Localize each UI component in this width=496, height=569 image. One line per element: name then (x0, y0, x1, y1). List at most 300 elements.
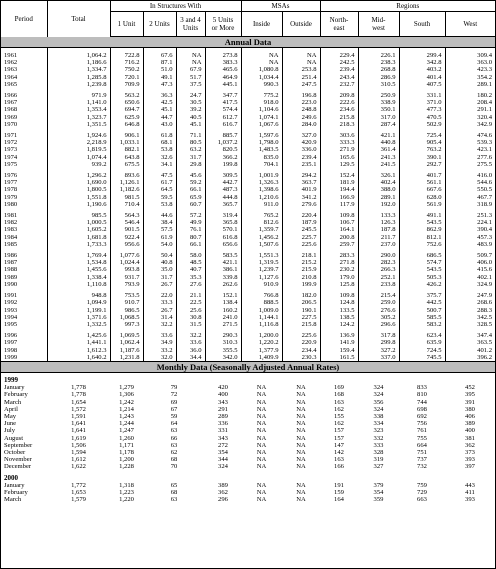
cell-northeast: 165.6 (320, 154, 358, 161)
cell-inside: NA (256, 488, 267, 496)
cell-total: 1,551.8 (47, 194, 110, 201)
cell-one-unit: 1,077.6 (110, 252, 143, 259)
cell-west: 411 (465, 488, 475, 496)
cell-south: 470.5 (399, 114, 445, 121)
cell-inside: 1,483.5 (241, 146, 282, 153)
cell-two-units: 34.9 (143, 339, 176, 346)
cell-three-four-units: 30.5 (176, 99, 205, 106)
cell-one-unit: 993.8 (110, 266, 143, 273)
cell-three-four-units: 39.2 (176, 106, 205, 113)
cell-two-units: 61.7 (143, 179, 176, 186)
cell-west: 396.2 (445, 354, 495, 361)
cell-one-unit: 1,228 (119, 463, 134, 471)
cell-west: 180.2 (445, 92, 495, 99)
cell-total: 1,353.4 (47, 106, 110, 113)
cell-five-or-more: 583.5 (205, 252, 241, 259)
cell-total: 939.2 (47, 161, 110, 168)
cell-south: 623.4 (399, 332, 445, 339)
cell-south: 732 (417, 463, 427, 471)
cell-midwest: 252.1 (358, 274, 399, 281)
cell-inside: 1,220.2 (241, 339, 282, 346)
cell-three-four-units: 63.2 (176, 146, 205, 153)
cell-midwest: 388.0 (358, 186, 399, 193)
cell-south: 833 (417, 384, 427, 392)
cell-five-or-more: 160.2 (205, 307, 241, 314)
cell-two-plus-units: 62 (170, 448, 178, 456)
cell-total: 1,690.0 (47, 179, 110, 186)
cell-one-unit: 722.8 (110, 52, 143, 59)
header-total: Total (47, 1, 110, 37)
cell-west: 247.9 (445, 292, 495, 299)
table-row (1, 194, 495, 201)
cell-inside: 1,210.6 (241, 194, 282, 201)
cell-northeast: 179.0 (320, 274, 358, 281)
cell-total: 1,425.6 (47, 332, 110, 339)
cell-one-unit: 1,247 (119, 427, 134, 435)
cell-total: 1,640.2 (47, 354, 110, 361)
cell-northeast: 109.8 (320, 292, 358, 299)
cell-five-or-more: 342.0 (205, 354, 241, 361)
cell-inside: 766.8 (241, 292, 282, 299)
cell-five-or-more: 347.7 (205, 92, 241, 99)
cell-five-or-more: 444.8 (205, 194, 241, 201)
year-row (1, 475, 495, 482)
cell-two-plus-units: 66 (170, 434, 178, 442)
cell-two-units: 34.1 (143, 161, 176, 168)
table-row (1, 427, 495, 434)
cell-midwest: 324 (373, 391, 384, 399)
cell-west: 288.3 (445, 307, 495, 314)
header-west: West (445, 12, 495, 37)
cell-northeast: 109.8 (320, 212, 358, 219)
cell-one-unit: 694.7 (110, 106, 143, 113)
cell-south: 342.8 (399, 59, 445, 66)
cell-total: 1,064.2 (47, 52, 110, 59)
cell-one-unit: 901.5 (110, 226, 143, 233)
cell-south: 585.5 (399, 314, 445, 321)
cell-two-plus-units: 67 (170, 405, 178, 413)
cell-two-units: 42.5 (143, 99, 176, 106)
table-row (1, 186, 495, 193)
cell-month: July (4, 427, 15, 435)
cell-period: 1995 (4, 320, 18, 328)
cell-south: 371.0 (399, 99, 445, 106)
cell-midwest: 338.9 (358, 99, 399, 106)
cell-northeast: 215.8 (320, 114, 358, 121)
monthly-1999-table (1, 373, 495, 471)
cell-five-or-more: 420 (218, 384, 228, 392)
cell-west: 393 (465, 496, 475, 504)
cell-total: 1,455.6 (47, 266, 110, 273)
cell-five-or-more: 296 (218, 496, 228, 504)
cell-month: March (4, 496, 22, 504)
year-label: 2000 (4, 474, 18, 482)
cell-five-or-more: 389 (218, 481, 228, 489)
cell-south: 663 (417, 496, 427, 504)
cell-one-unit: 1,242 (119, 398, 134, 406)
cell-west: 406.0 (445, 259, 495, 266)
cell-south: 744 (417, 398, 427, 406)
cell-two-units: 22.0 (143, 292, 176, 299)
cell-one-unit: 997.3 (110, 321, 143, 328)
cell-northeast: 142 (334, 448, 344, 456)
cell-period: 1973 (4, 146, 18, 154)
cell-two-units: 67.6 (143, 52, 176, 59)
cell-inside: 1,067.6 (241, 121, 282, 128)
cell-total: 1,924.6 (47, 132, 110, 139)
cell-five-or-more: 289 (218, 412, 228, 420)
cell-south: 759 (417, 481, 427, 489)
cell-northeast: 141.9 (320, 339, 358, 346)
cell-period: 1975 (4, 160, 18, 168)
table-row (1, 347, 495, 354)
cell-inside: 1,080.8 (241, 66, 282, 73)
cell-northeast: 157 (334, 434, 344, 442)
table-row (1, 314, 495, 321)
table-row (1, 406, 495, 413)
cell-outside: NA (282, 59, 320, 66)
cell-month: November (4, 456, 32, 464)
table-header (1, 1, 495, 37)
cell-period: 1969 (4, 113, 18, 121)
cell-northeast: 191 (334, 481, 344, 489)
cell-west: 309.4 (445, 52, 495, 59)
cell-midwest: 333 (373, 441, 384, 449)
cell-three-four-units: 57.2 (176, 212, 205, 219)
cell-west: 390.4 (445, 226, 495, 233)
cell-outside: 279.6 (282, 201, 320, 208)
cell-inside: NA (256, 456, 267, 464)
cell-west: 400 (465, 427, 475, 435)
cell-midwest: 338 (373, 412, 384, 420)
table-row (1, 321, 495, 328)
cell-period: 1963 (4, 66, 18, 74)
cell-five-or-more: 152.1 (205, 292, 241, 299)
cell-outside: NA (296, 412, 306, 420)
cell-period: 1979 (4, 193, 18, 201)
cell-one-unit: 931.7 (110, 274, 143, 281)
cell-two-units: 31.7 (143, 274, 176, 281)
cell-outside: NA (296, 434, 306, 442)
cell-outside: 220.4 (282, 212, 320, 219)
cell-month: January (4, 481, 25, 489)
header-south: South (399, 12, 445, 37)
table-row (1, 339, 495, 346)
cell-period: 1971 (4, 132, 18, 140)
cell-northeast: 169 (334, 384, 344, 392)
cell-inside: NA (256, 496, 267, 504)
header-one-unit: 1 Unit (110, 12, 143, 37)
cell-three-four-units: 71.1 (176, 132, 205, 139)
cell-inside: 1,319.5 (241, 259, 282, 266)
cell-northeast: 164 (334, 496, 344, 504)
cell-total: 1,334.7 (47, 66, 110, 73)
cell-south: 862.9 (399, 226, 445, 233)
table-row (1, 106, 495, 113)
cell-northeast: 239.4 (320, 66, 358, 73)
cell-outside: 230.3 (282, 354, 320, 361)
cell-two-units: 87.1 (143, 59, 176, 66)
cell-period: 1999 (4, 353, 18, 361)
cell-total: 1,653 (71, 488, 86, 496)
cell-midwest: 266.3 (358, 266, 399, 273)
cell-one-unit: 646.8 (110, 121, 143, 128)
cell-month: June (4, 420, 17, 428)
cell-two-units: 32.0 (143, 354, 176, 361)
cell-five-or-more: 365.8 (205, 219, 241, 226)
cell-five-or-more: 290.3 (205, 332, 241, 339)
cell-two-plus-units: 68 (170, 456, 178, 464)
cell-five-or-more: 487.3 (205, 186, 241, 193)
cell-midwest: 350.1 (358, 106, 399, 113)
cell-midwest: 259.0 (358, 299, 399, 306)
cell-five-or-more: 271.5 (205, 321, 241, 328)
cell-period: 1964 (4, 73, 18, 81)
cell-outside: NA (296, 481, 306, 489)
cell-outside: 363.7 (282, 179, 320, 186)
cell-two-units: 47.5 (143, 172, 176, 179)
cell-inside: NA (256, 427, 267, 435)
cell-total: 1,534.8 (47, 259, 110, 266)
cell-midwest: 361.4 (358, 146, 399, 153)
cell-south: 756 (417, 420, 427, 428)
cell-inside: 1,409.9 (241, 354, 282, 361)
header-three-four-units: 3 and 4 Units (176, 12, 205, 37)
cell-northeast: 162 (334, 420, 344, 428)
cell-inside: 835.0 (241, 154, 282, 161)
cell-outside: 210.8 (282, 274, 320, 281)
cell-five-or-more: 616.8 (205, 234, 241, 241)
cell-two-units: 32.6 (143, 154, 176, 161)
cell-northeast: 333.3 (320, 139, 358, 146)
cell-two-units: 35.0 (143, 266, 176, 273)
cell-south: 810 (417, 391, 427, 399)
cell-outside: NA (296, 496, 306, 504)
cell-midwest: 402.4 (358, 179, 399, 186)
cell-one-unit: 675.5 (110, 161, 143, 168)
cell-midwest: 305.2 (358, 314, 399, 321)
cell-five-or-more: 365.7 (205, 201, 241, 208)
cell-inside: NA (256, 384, 267, 392)
cell-one-unit: 1,068.5 (110, 314, 143, 321)
table-row (1, 139, 495, 146)
cell-outside: 401.9 (282, 186, 320, 193)
cell-total: 1,769.4 (47, 252, 110, 259)
cell-one-unit: 625.9 (110, 114, 143, 121)
cell-northeast: 166.9 (320, 194, 358, 201)
cell-two-units: 26.7 (143, 281, 176, 288)
cell-west: 320.4 (445, 114, 495, 121)
table-row (1, 442, 495, 449)
cell-inside: NA (256, 391, 267, 399)
cell-period: 1991 (4, 292, 18, 300)
cell-midwest: 276.6 (358, 307, 399, 314)
cell-month: March (4, 398, 22, 406)
cell-south: 751 (417, 448, 427, 456)
cell-west: 544.6 (445, 179, 495, 186)
cell-northeast: 161.5 (320, 354, 358, 361)
cell-west: 318.9 (445, 201, 495, 208)
cell-inside: 1,597.6 (241, 132, 282, 139)
cell-northeast: 166 (334, 463, 344, 471)
cell-two-units: 44.7 (143, 114, 176, 121)
cell-midwest: 215.4 (358, 292, 399, 299)
cell-inside: NA (241, 52, 282, 59)
cell-total: 1,110.8 (47, 281, 110, 288)
cell-northeast: 234.6 (320, 106, 358, 113)
cell-west: 328.5 (445, 321, 495, 328)
cell-five-or-more: 272 (218, 441, 228, 449)
cell-one-unit: 793.9 (110, 281, 143, 288)
table-row (1, 92, 495, 99)
cell-northeast: 136.9 (320, 332, 358, 339)
cell-three-four-units: 34.4 (176, 354, 205, 361)
cell-south: 390.1 (399, 154, 445, 161)
cell-west: 457.3 (445, 234, 495, 241)
cell-west: 389 (465, 420, 475, 428)
cell-three-four-units: 58.0 (176, 252, 205, 259)
cell-one-unit: 1,069.5 (110, 332, 143, 339)
cell-outside: 247.5 (282, 81, 320, 88)
cell-month: September (4, 441, 33, 449)
cell-west: 483.9 (445, 241, 495, 248)
cell-northeast: 117.9 (320, 201, 358, 208)
cell-period: 1980 (4, 200, 18, 208)
cell-inside: 1,377.9 (241, 347, 282, 354)
cell-two-units: 32.2 (143, 321, 176, 328)
cell-two-units: 38.4 (143, 219, 176, 226)
cell-south: 745.5 (399, 354, 445, 361)
cell-month: April (4, 405, 18, 413)
table-row (1, 114, 495, 121)
cell-two-units: 33.3 (143, 299, 176, 306)
cell-one-unit: 1,062.4 (110, 339, 143, 346)
cell-west: 452 (465, 384, 475, 392)
cell-five-or-more: 465.6 (205, 66, 241, 73)
cell-inside: 888.5 (241, 299, 282, 306)
cell-northeast: 163 (334, 398, 344, 406)
cell-two-units: 33.2 (143, 347, 176, 354)
cell-total: 1,199.1 (47, 307, 110, 314)
cell-total: 2,218.9 (47, 139, 110, 146)
cell-northeast: 168 (334, 391, 344, 399)
cell-one-unit: 1,187.6 (110, 347, 143, 354)
cell-outside: NA (296, 391, 306, 399)
cell-two-units: 53.8 (143, 201, 176, 208)
table-row (1, 307, 495, 314)
table-row (1, 172, 495, 179)
cell-northeast: 222.6 (320, 99, 358, 106)
cell-outside: 206.5 (282, 299, 320, 306)
cell-one-unit: 1,024.4 (110, 259, 143, 266)
cell-five-or-more: 309.5 (205, 172, 241, 179)
cell-total: 1,190.6 (47, 201, 110, 208)
annual-data-table (1, 48, 495, 361)
table-row (1, 154, 495, 161)
cell-two-plus-units: 63 (170, 427, 178, 435)
cell-west: 277.6 (445, 154, 495, 161)
cell-three-four-units: 45.1 (176, 121, 205, 128)
cell-month: January (4, 384, 25, 392)
cell-west: 275.5 (445, 161, 495, 168)
cell-midwest: 421.1 (358, 132, 399, 139)
cell-two-plus-units: 69 (170, 398, 178, 406)
cell-five-or-more: 199.8 (205, 161, 241, 168)
cell-northeast: 271.8 (320, 259, 358, 266)
cell-three-four-units: 25.6 (176, 307, 205, 314)
cell-west: 208.4 (445, 99, 495, 106)
cell-northeast: 124.2 (320, 321, 358, 328)
cell-five-or-more: 383.3 (205, 59, 241, 66)
cell-south: 729 (417, 488, 427, 496)
cell-northeast: 200.8 (320, 234, 358, 241)
cell-west: 550.5 (445, 186, 495, 193)
cell-total: 1,074.4 (47, 154, 110, 161)
cell-three-four-units: 45.6 (176, 172, 205, 179)
cell-south: 403.2 (399, 66, 445, 73)
table-row (1, 489, 495, 496)
header-midwest: Mid- west (358, 12, 399, 37)
cell-outside: NA (296, 427, 306, 435)
cell-inside: 812.6 (241, 219, 282, 226)
cell-three-four-units: 31.7 (176, 154, 205, 161)
cell-one-unit: 1,033.1 (110, 139, 143, 146)
cell-northeast: 303.6 (320, 132, 358, 139)
cell-inside: 1,326.3 (241, 179, 282, 186)
cell-total: 1,733.3 (47, 241, 110, 248)
cell-total: 1,371.6 (47, 314, 110, 321)
header-msas: MSAs (241, 1, 320, 12)
cell-three-four-units: 35.3 (176, 274, 205, 281)
table-row (1, 332, 495, 339)
cell-west: 224.1 (445, 219, 495, 226)
cell-midwest: 323 (373, 427, 384, 435)
cell-midwest: 327 (373, 463, 384, 471)
cell-west: 354.2 (445, 74, 495, 81)
cell-period: 1985 (4, 240, 18, 248)
cell-five-or-more: 310.3 (205, 339, 241, 346)
table-row (1, 420, 495, 427)
header-two-units: 2 Units (143, 12, 176, 37)
cell-midwest: 268.8 (358, 66, 399, 73)
cell-inside: 1,456.2 (241, 234, 282, 241)
cell-period: 1984 (4, 233, 18, 241)
cell-two-units: 57.5 (143, 226, 176, 233)
cell-midwest: 440.8 (358, 139, 399, 146)
cell-outside: 215.2 (282, 259, 320, 266)
cell-midwest: 324 (373, 384, 384, 392)
cell-inside: 1,116.8 (241, 321, 282, 328)
cell-midwest: 310.5 (358, 81, 399, 88)
cell-south: 755 (417, 434, 427, 442)
cell-five-or-more: 885.7 (205, 132, 241, 139)
cell-south: 724.5 (399, 347, 445, 354)
cell-total: 948.8 (47, 292, 110, 299)
cell-south: 299.4 (399, 52, 445, 59)
cell-midwest: 334 (373, 420, 384, 428)
cell-total: 1,622 (71, 463, 86, 471)
cell-south: 505.3 (399, 274, 445, 281)
cell-period: 1961 (4, 52, 18, 59)
cell-northeast: 229.4 (320, 52, 358, 59)
cell-northeast: 230.2 (320, 266, 358, 273)
cell-month: December (4, 463, 32, 471)
table-row (1, 391, 495, 398)
cell-two-units: 50.4 (143, 252, 176, 259)
cell-one-unit: 709.9 (110, 81, 143, 88)
cell-inside: 1,359.7 (241, 226, 282, 233)
cell-one-unit: 1,223 (119, 488, 134, 496)
